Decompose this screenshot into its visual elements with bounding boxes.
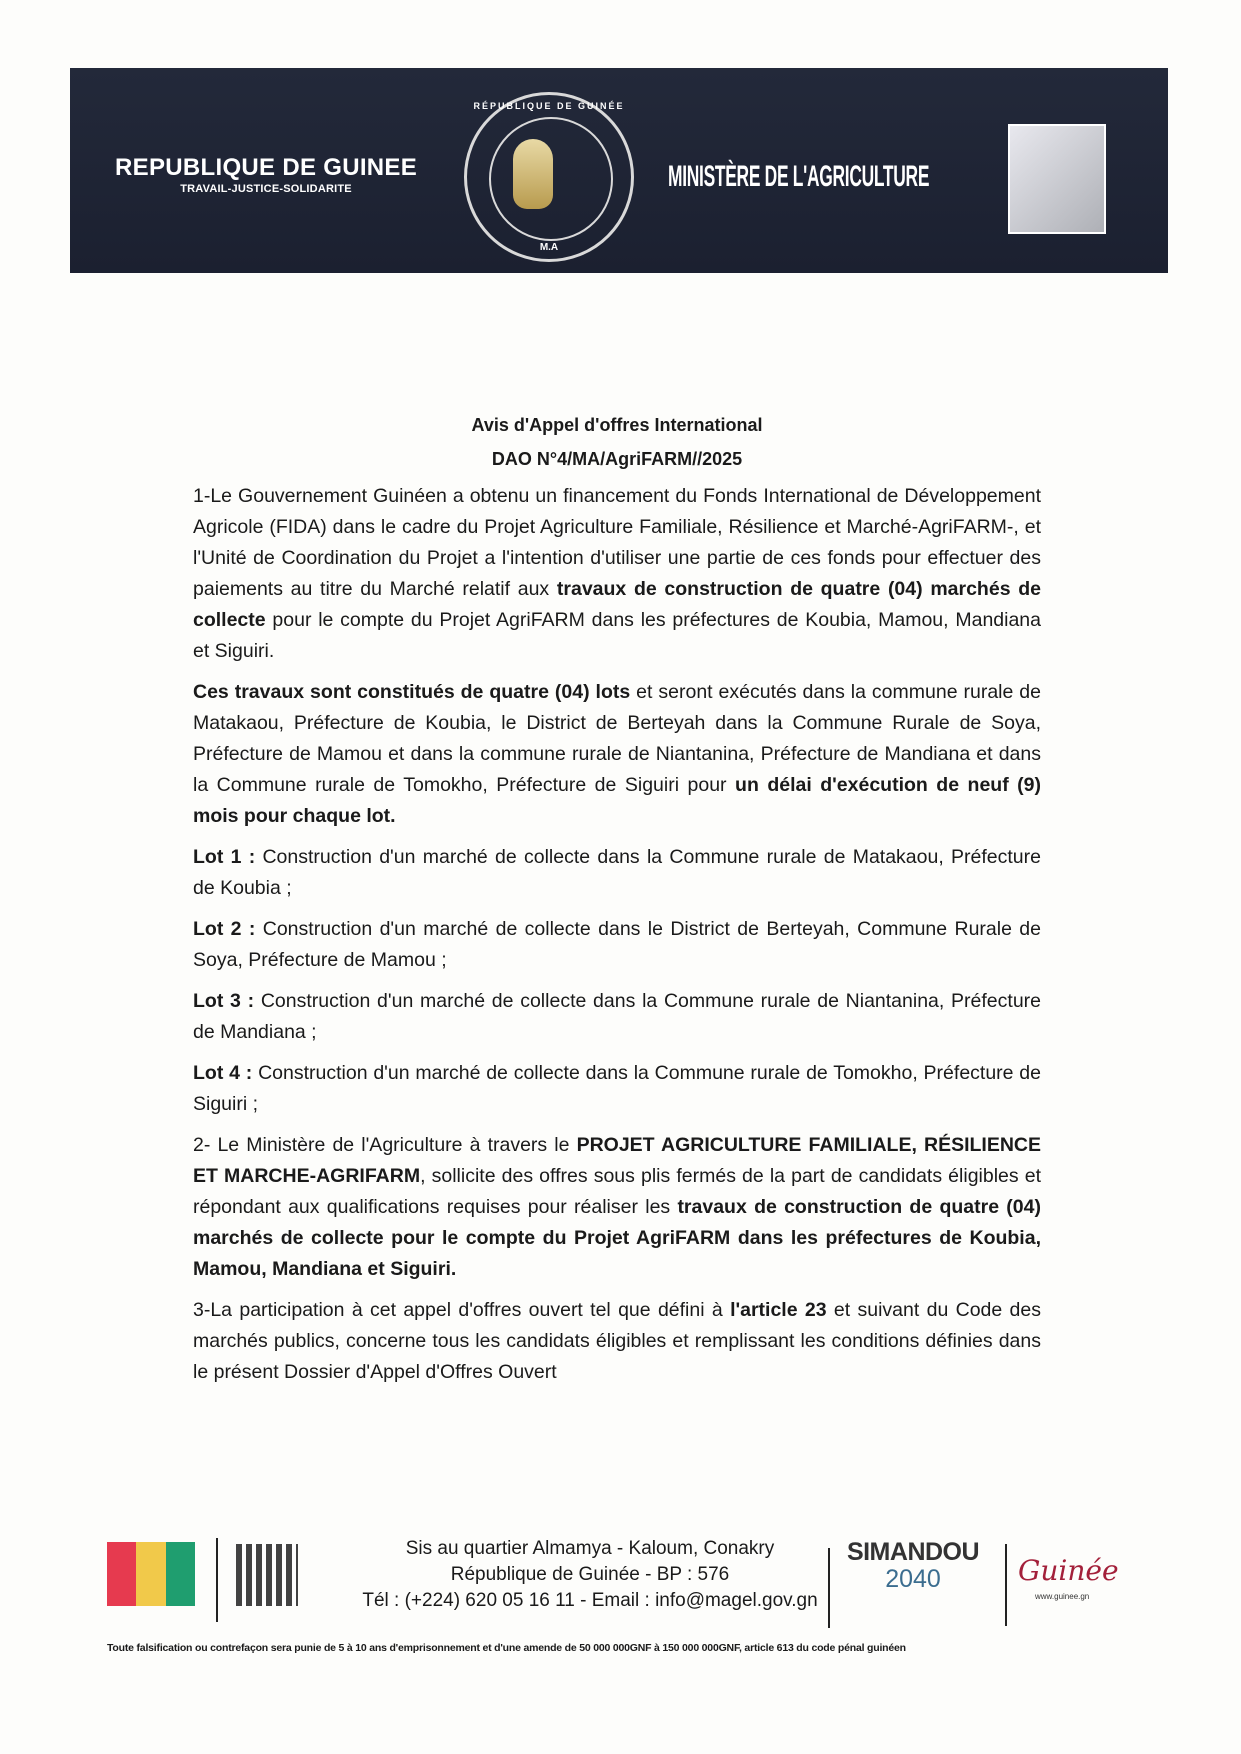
qr-code-icon — [236, 1544, 298, 1606]
address-line: Sis au quartier Almamya - Kaloum, Conakry — [405, 1538, 775, 1559]
ministry-name: MINISTÈRE DE L'AGRICULTURE — [668, 160, 930, 193]
contact-line: Tél : (+224) 620 05 16 11 - Email : info@magel.gov.gn — [362, 1590, 818, 1611]
letterhead-banner — [70, 68, 1168, 273]
notice-reference: DAO N°4/MA/AgriFARM//2025 — [491, 449, 743, 469]
guinea-flag-icon — [107, 1542, 195, 1606]
ministry-seal-icon — [464, 92, 634, 262]
paragraph-financing: 1-Le Gouvernement Guinéen a obtenu un financement du Fonds International de Développement Agricole (FIDA) dans le cadre du Projet Agriculture Familiale, Résilience et Marché-AgriFARM-, et l'Unité de Coordination du Projet a l'intention d'utiliser une partie de ces fonds pour effectuer des paiements au titre du Marché relatif aux travaux de construction de quatre (04) marchés de collecte pour le compte du Projet AgriFARM dans les préfectures de Koubia, Mamou, Mandiana et Siguiri. — [193, 485, 1041, 662]
lot-item: Lot 4 : Construction d'un marché de collecte dans la Commune rurale de Tomokho, Préfecture de Siguiri ; — [193, 1062, 1042, 1115]
seal-bottom-text: M.A — [539, 242, 559, 253]
guinee-website: www.guinee.gn — [1035, 1592, 1090, 1601]
lot-item: Lot 1 : Construction d'un marché de collecte dans la Commune rurale de Matakaou, Préfecture de Koubia ; — [193, 846, 1041, 899]
address-line: République de Guinée - BP : 576 — [450, 1564, 730, 1585]
notice-body — [193, 405, 1041, 1398]
country-block — [115, 154, 417, 195]
legal-disclaimer: Toute falsification ou contrefaçon sera punie de 5 à 10 ans d'emprisonnement et d'une amende de 50 000 000GNF à 150 000 000GNF, article 613 du code pénal guinéen — [107, 1642, 906, 1654]
lot-item: Lot 3 : Construction d'un marché de collecte dans la Commune rurale de Niantanina, Préfecture de Mandiana ; — [193, 990, 1041, 1043]
country-motto: TRAVAIL-JUSTICE-SOLIDARITE — [180, 183, 352, 195]
lot-item: Lot 2 : Construction d'un marché de collecte dans le District de Berteyah, Commune Rurale de Soya, Préfecture de Mamou ; — [193, 918, 1041, 971]
national-emblem-icon — [1008, 124, 1106, 234]
country-name: REPUBLIQUE DE GUINEE — [115, 154, 418, 181]
simandou-2040-logo: SIMANDOU 2040 — [846, 1538, 980, 1593]
notice-title: Avis d'Appel d'offres International — [471, 415, 763, 435]
paragraph-lots-summary: Ces travaux sont constitués de quatre (04) lots et seront exécutés dans la commune rurale de Matakaou, Préfecture de Koubia, le District de Berteyah dans la Commune Rurale de Soya, Préfecture de Mamou et dans la commune rurale de Niantanina, Préfecture de Mandiana et dans la Commune rurale de Tomokho, Préfecture de Siguiri pour un délai d'exécution de neuf (9) mois pour chaque lot. — [193, 681, 1042, 827]
paragraph-participation: 3-La participation à cet appel d'offres ouvert tel que défini à l'article 23 et suivant du Code des marchés publics, concerne tous les candidats éligibles et remplissant les conditions définies dans le présent Dossier d'Appel d'Offres Ouvert — [193, 1299, 1041, 1383]
contact-address — [310, 1536, 870, 1614]
letterhead-footer — [0, 1530, 1241, 1660]
paragraph-solicitation: 2- Le Ministère de l'Agriculture à travers le PROJET AGRICULTURE FAMILIALE, RÉSILIENCE ET MARCHE-AGRIFARM, sollicite des offres sous plis fermés de la part de candidats éligibles et répondant aux qualifications requises pour réaliser les travaux de construction de quatre (04) marchés de collecte pour le compte du Projet AgriFARM dans les préfectures de Koubia, Mamou, Mandiana et Siguiri. — [193, 1134, 1042, 1280]
coat-of-arms-icon — [513, 139, 553, 209]
seal-ring-text: RÉPUBLIQUE DE GUINÉE — [473, 101, 625, 111]
guinee-brand-logo: Guinée — [1018, 1554, 1119, 1587]
